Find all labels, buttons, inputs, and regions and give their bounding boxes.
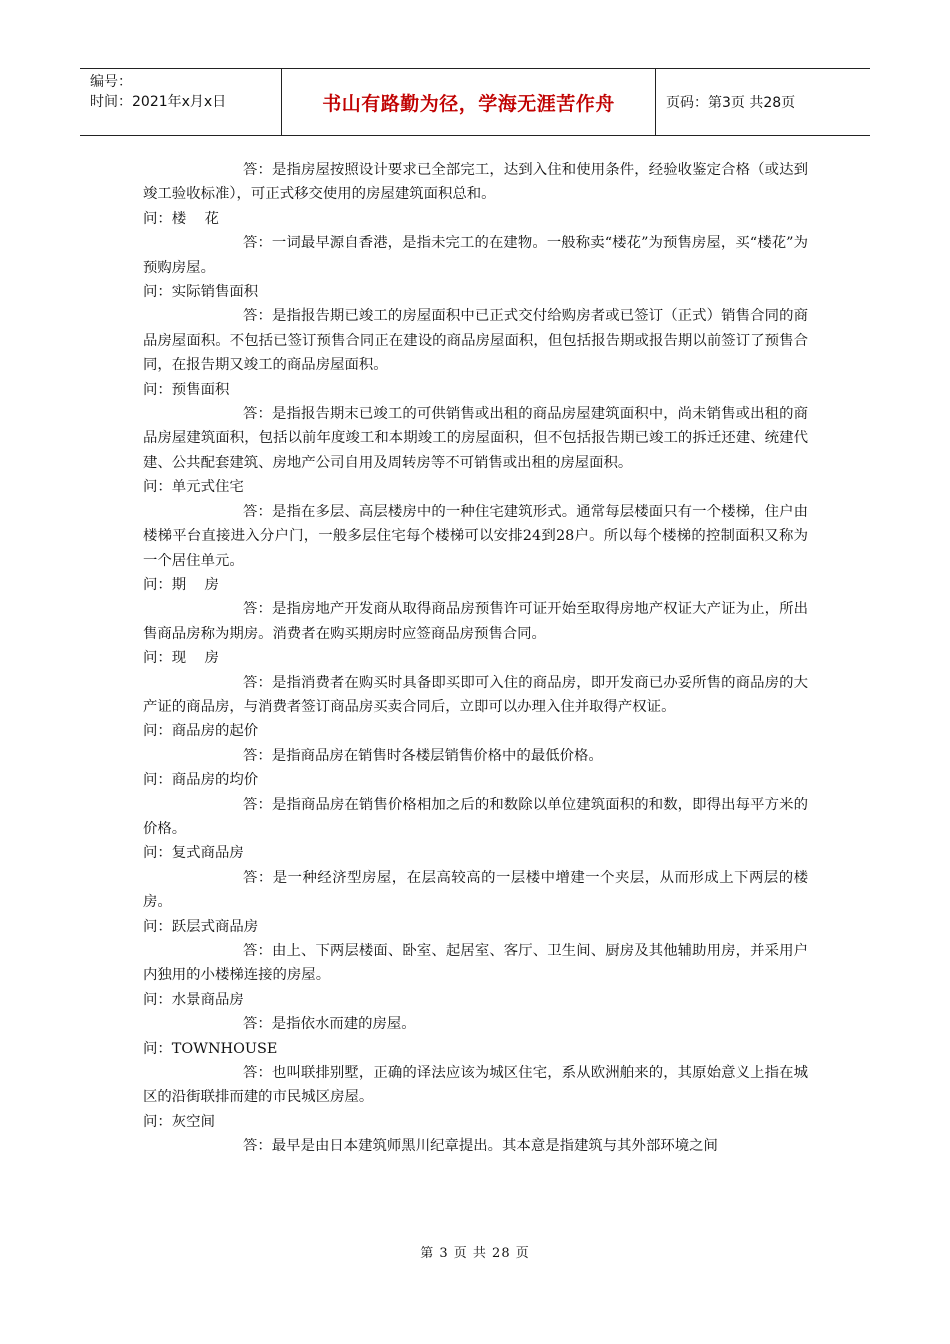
answer-paragraph: 答：也叫联排别墅，正确的译法应该为城区住宅，系从欧洲舶来的，其原始意义上指在城区的沿街联排而建的市民城区房屋。 <box>143 1065 808 1106</box>
question-line: 问：现 房 <box>143 650 219 667</box>
answer-paragraph: 答：是指消费者在购买时具备即买即可入住的商品房，即开发商已办妥所售的商品房的大产证的商品房，与消费者签订商品房买卖合同后，立即可以办理入住并取得产权证。 <box>143 674 808 715</box>
document-date: 时间：2021年x月x日 <box>90 94 227 110</box>
answer-paragraph: 答：是指在多层、高层楼房中的一种住宅建筑形式。通常每层楼面只有一个楼梯，住户由楼梯平台直接进入分户门，一般多层住宅每个楼梯可以安排24到28户。所以每个楼梯的控制面积又称为一个居住单元。 <box>143 503 808 569</box>
answer-paragraph: 答：是指依水而建的房屋。 <box>243 1016 416 1033</box>
question-line: 问：复式商品房 <box>143 845 244 862</box>
answer-paragraph: 答：是指房地产开发商从取得商品房预售许可证开始至取得房地产权证大产证为止，所出售商品房称为期房。消费者在购买期房时应签商品房预售合同。 <box>143 601 808 642</box>
answer-paragraph: 答：由上、下两层楼面、卧室、起居室、客厅、卫生间、厨房及其他辅助用房，并采用户内独用的小楼梯连接的房屋。 <box>143 943 808 984</box>
question-line: 问：水景商品房 <box>143 991 244 1008</box>
question-line: 问：跃层式商品房 <box>143 918 259 935</box>
answer-paragraph: 答：是指报告期已竣工的房屋面积中已正式交付给购房者或已签订（正式）销售合同的商品房屋面积。不包括已签订预售合同正在建设的商品房屋面积，但包括报告期或报告期以前签订了预售合同，在报告期又竣工的商品房屋面积。 <box>143 308 808 374</box>
answer-paragraph: 答：是指商品房在销售价格相加之后的和数除以单位建筑面积的和数，即得出每平方米的价格。 <box>143 796 808 837</box>
header-meta-cell <box>80 69 282 135</box>
answer-paragraph: 答：是一种经济型房屋，在层高较高的一层楼中增建一个夹层，从而形成上下两层的楼房。 <box>143 869 808 911</box>
question-line: 问：TOWNHOUSE <box>143 1040 278 1057</box>
question-line: 问：期 房 <box>143 576 219 593</box>
question-line: 问：预售面积 <box>143 381 230 398</box>
header-motto: 书山有路勤为径，学海无涯苦作舟 <box>282 69 656 135</box>
question-line: 问：商品房的均价 <box>143 772 259 789</box>
question-line: 问：单元式住宅 <box>143 479 244 496</box>
answer-paragraph: 答：是指房屋按照设计要求已全部完工，达到入住和使用条件，经验收鉴定合格（或达到竣工验收标准），可正式移交使用的房屋建筑面积总和。 <box>143 162 808 203</box>
question-line: 问：商品房的起价 <box>143 723 259 740</box>
answer-paragraph: 答：是指商品房在销售时各楼层销售价格中的最低价格。 <box>243 747 603 764</box>
question-line: 问：灰空间 <box>143 1113 215 1130</box>
document-body <box>143 158 808 1159</box>
answer-paragraph: 答：是指报告期末已竣工的可供销售或出租的商品房屋建筑面积中，尚未销售或出租的商品房屋建筑面积，包括以前年度竣工和本期竣工的房屋面积，但不包括报告期已竣工的拆迁还建、统建代建、公共配套建筑、房地产公司自用及周转房等不可销售或出租的房屋面积。 <box>143 406 808 471</box>
question-line: 问：楼 花 <box>143 210 219 227</box>
answer-paragraph: 答：最早是由日本建筑师黑川纪章提出。其本意是指建筑与其外部环境之间 <box>243 1138 718 1155</box>
document-number-label: 编号： <box>90 74 132 90</box>
question-line: 问：实际销售面积 <box>143 284 259 301</box>
document-header <box>80 68 870 136</box>
answer-paragraph: 答：一词最早源自香港，是指未完工的在建物。一般称卖“楼花”为预售房屋，买“楼花”为预购房屋。 <box>143 235 808 276</box>
page-footer: 第 3 页 共 28 页 <box>420 1246 530 1261</box>
header-page-info: 页码：第3页 共28页 <box>666 95 796 111</box>
